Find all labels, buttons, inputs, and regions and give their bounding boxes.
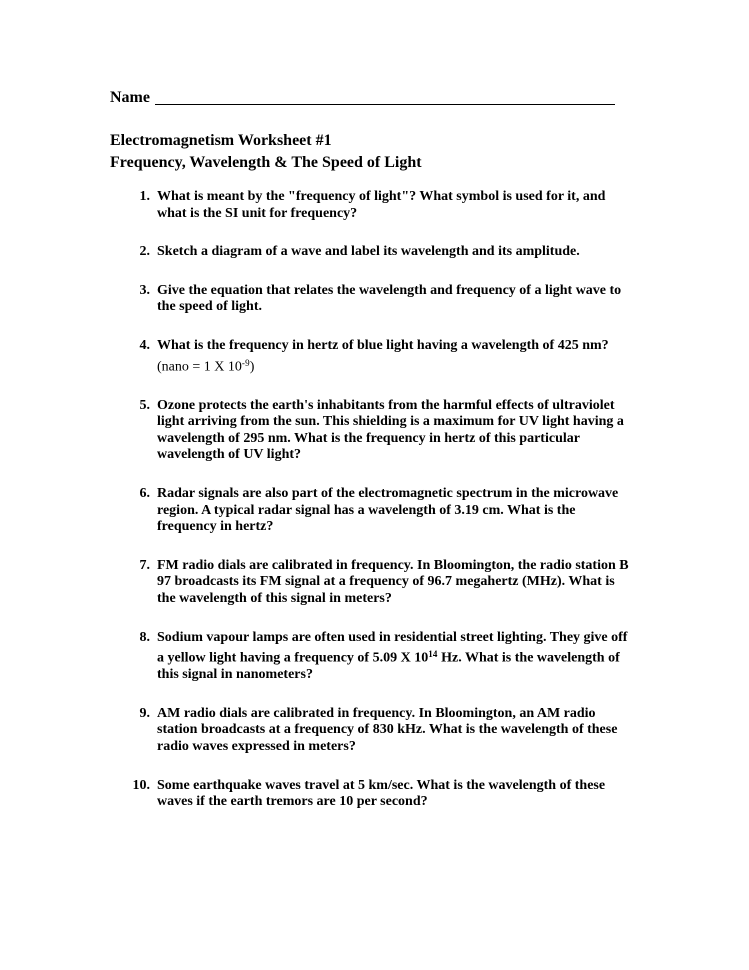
question-item	[110, 706, 638, 756]
question-item	[110, 558, 638, 608]
question-text	[157, 630, 635, 684]
question-text-segment: Sketch a diagram of a wave and label its wavelength and its amplitude.	[157, 244, 580, 260]
question-number: 7.	[139, 557, 150, 573]
question-number: 10.	[132, 777, 150, 793]
question-text-segment: Give the equation that relates the wavelength and frequency of a light wave to the speed of light.	[157, 282, 622, 315]
question-number: 1.	[139, 189, 150, 204]
question-text-segment: Ozone protects the earth's inhabitants from the harmful effects of ultraviolet light arriving from the sun. This shielding is a maximum for UV light having a wavelength of 295 nm. What is the frequency in hertz of this particular wavelength of UV light?	[157, 397, 624, 463]
question-text-segment: AM radio dials are calibrated in frequency. In Bloomington, an AM radio station broadcasts at a frequency of 830 kHz. What is the wavelength of these radio waves expressed in meters?	[157, 705, 618, 755]
title-line-1: Electromagnetism Worksheet #1	[110, 132, 332, 149]
question-text-segment: What is the frequency in hertz of blue light having a wavelength of 425 nm?	[157, 337, 609, 353]
question-item	[110, 778, 638, 811]
question-text	[157, 706, 635, 756]
question-item	[110, 630, 638, 684]
question-number: 8.	[139, 629, 150, 645]
question-number: 9.	[139, 705, 150, 721]
question-text	[157, 283, 635, 316]
question-text-segment: Some earthquake waves travel at 5 km/sec. What is the wavelength of these waves if the earth tremors are 10 per second?	[157, 777, 606, 810]
question-number: 2.	[139, 244, 150, 260]
title-line-2: Frequency, Wavelength & The Speed of Light	[110, 154, 422, 171]
question-text	[157, 398, 635, 464]
question-text-segment: Hz. What is the wavelength of this signal in nanometers?	[157, 650, 620, 683]
question-text-segment: Sodium vapour lamps are often used in residential street lighting. They give off a yellow light having a frequency of 5.09 X 10	[157, 629, 628, 666]
question-text-segment: What is meant by the "frequency of light"? What symbol is used for it, and what is the SI unit for frequency?	[157, 189, 606, 221]
question-item	[110, 189, 638, 222]
question-text	[157, 778, 635, 811]
question-item	[110, 283, 638, 316]
question-number: 6.	[139, 486, 150, 502]
worksheet-title	[110, 130, 641, 174]
question-text	[157, 558, 635, 608]
question-text	[157, 486, 635, 536]
question-text	[157, 338, 635, 376]
question-text-segment: Radar signals are also part of the electromagnetic spectrum in the microwave region. A typical radar signal has a wavelength of 3.19 cm. What is the frequency in hertz?	[157, 486, 619, 535]
name-row	[110, 88, 615, 107]
question-text	[157, 244, 635, 261]
question-list	[110, 189, 638, 811]
question-number: 5.	[139, 397, 150, 413]
question-item	[110, 338, 638, 376]
question-text-segment: FM radio dials are calibrated in frequency. In Bloomington, the radio station B 97 broadcasts its FM signal at a frequency of 96.7 megahertz (MHz). What is the wavelength of this signal in meters?	[157, 557, 629, 606]
question-item	[110, 244, 638, 261]
question-text	[157, 189, 635, 222]
question-text-segment: -9	[241, 357, 250, 368]
question-item	[110, 486, 638, 536]
question-item	[110, 398, 638, 464]
name-blank-line	[155, 104, 615, 105]
question-text-segment: )	[249, 359, 255, 375]
question-text-segment: 14	[428, 649, 438, 660]
question-number: 4.	[139, 337, 150, 353]
question-number: 3.	[139, 282, 150, 298]
question-text-segment: (nano = 1 X 10	[157, 359, 242, 375]
name-label: Name	[110, 89, 150, 106]
